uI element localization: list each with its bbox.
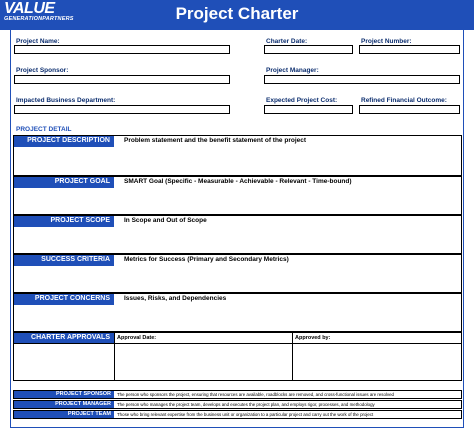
project-sponsor-field[interactable] <box>14 75 230 84</box>
scope-row[interactable] <box>13 215 462 254</box>
project-number-field[interactable] <box>359 45 460 54</box>
description-head: PROJECT DESCRIPTION <box>14 136 114 145</box>
scope-text: In Scope and Out of Scope <box>124 217 207 224</box>
project-manager-label: Project Manager: <box>266 67 319 74</box>
approved-by-field[interactable] <box>293 344 460 379</box>
impacted-department-field[interactable] <box>14 105 230 114</box>
description-bar <box>14 145 114 147</box>
success-head: SUCCESS CRITERIA <box>14 255 114 264</box>
scope-head: PROJECT SCOPE <box>14 216 114 225</box>
refined-outcome-field[interactable] <box>359 105 460 114</box>
approval-date-field[interactable] <box>115 344 292 379</box>
approvals-head: CHARTER APPROVALS <box>14 333 114 342</box>
definition-manager <box>13 400 462 409</box>
concerns-row[interactable] <box>13 293 462 332</box>
expected-cost-field[interactable] <box>264 105 353 114</box>
definition-sponsor-head: PROJECT SPONSOR <box>14 391 114 398</box>
project-manager-field[interactable] <box>264 75 460 84</box>
impacted-department-label: Impacted Business Department: <box>16 97 116 104</box>
definition-sponsor <box>13 390 462 399</box>
header-bar <box>0 0 474 30</box>
definition-team-head: PROJECT TEAM <box>14 411 114 418</box>
project-number-label: Project Number: <box>361 38 412 45</box>
description-row[interactable] <box>13 135 462 176</box>
goal-text: SMART Goal (Specific - Measurable - Achievable - Relevant - Time-bound) <box>124 178 352 185</box>
charter-date-label: Charter Date: <box>266 38 308 45</box>
charter-date-field[interactable] <box>264 45 353 54</box>
project-detail-title: PROJECT DETAIL <box>16 126 72 133</box>
concerns-head: PROJECT CONCERNS <box>14 294 114 303</box>
logo-sub: GENERATIONPARTNERS <box>4 16 74 22</box>
approved-by-label: Approved by: <box>295 335 331 341</box>
description-text: Problem statement and the benefit statement of the project <box>124 137 307 144</box>
concerns-text: Issues, Risks, and Dependencies <box>124 295 227 302</box>
definition-team <box>13 410 462 419</box>
project-name-field[interactable] <box>14 45 230 54</box>
logo-main: VALUE <box>4 0 55 17</box>
concerns-bar <box>14 303 114 305</box>
definition-sponsor-text: The person who sponsors the project, ensuring that resources are available, roadblocks are removed, and cross-functional issues are resolved <box>117 392 395 397</box>
success-bar <box>14 264 114 266</box>
expected-cost-label: Expected Project Cost: <box>266 97 338 104</box>
refined-outcome-label: Refined Financial Outcome: <box>361 97 447 104</box>
success-text: Metrics for Success (Primary and Secondary Metrics) <box>124 256 289 263</box>
project-name-label: Project Name: <box>16 38 60 45</box>
goal-row[interactable] <box>13 176 462 215</box>
approval-date-label: Approval Date: <box>117 335 157 341</box>
definition-manager-text: The person who manages the project team, develops and executes the project plan, and employs rigor, processes, and methodology <box>117 402 375 407</box>
page-title: Project Charter <box>175 4 299 23</box>
success-row[interactable] <box>13 254 462 293</box>
definition-team-text: Those who bring relevant expertise from the business unit or organization to a particular project and carry out the work of the project <box>117 412 374 417</box>
definition-manager-head: PROJECT MANAGER <box>14 401 114 408</box>
approvals-row <box>13 332 462 381</box>
goal-bar <box>14 186 114 188</box>
goal-head: PROJECT GOAL <box>14 177 114 186</box>
project-sponsor-label: Project Sponsor: <box>16 67 69 74</box>
scope-bar <box>14 225 114 227</box>
